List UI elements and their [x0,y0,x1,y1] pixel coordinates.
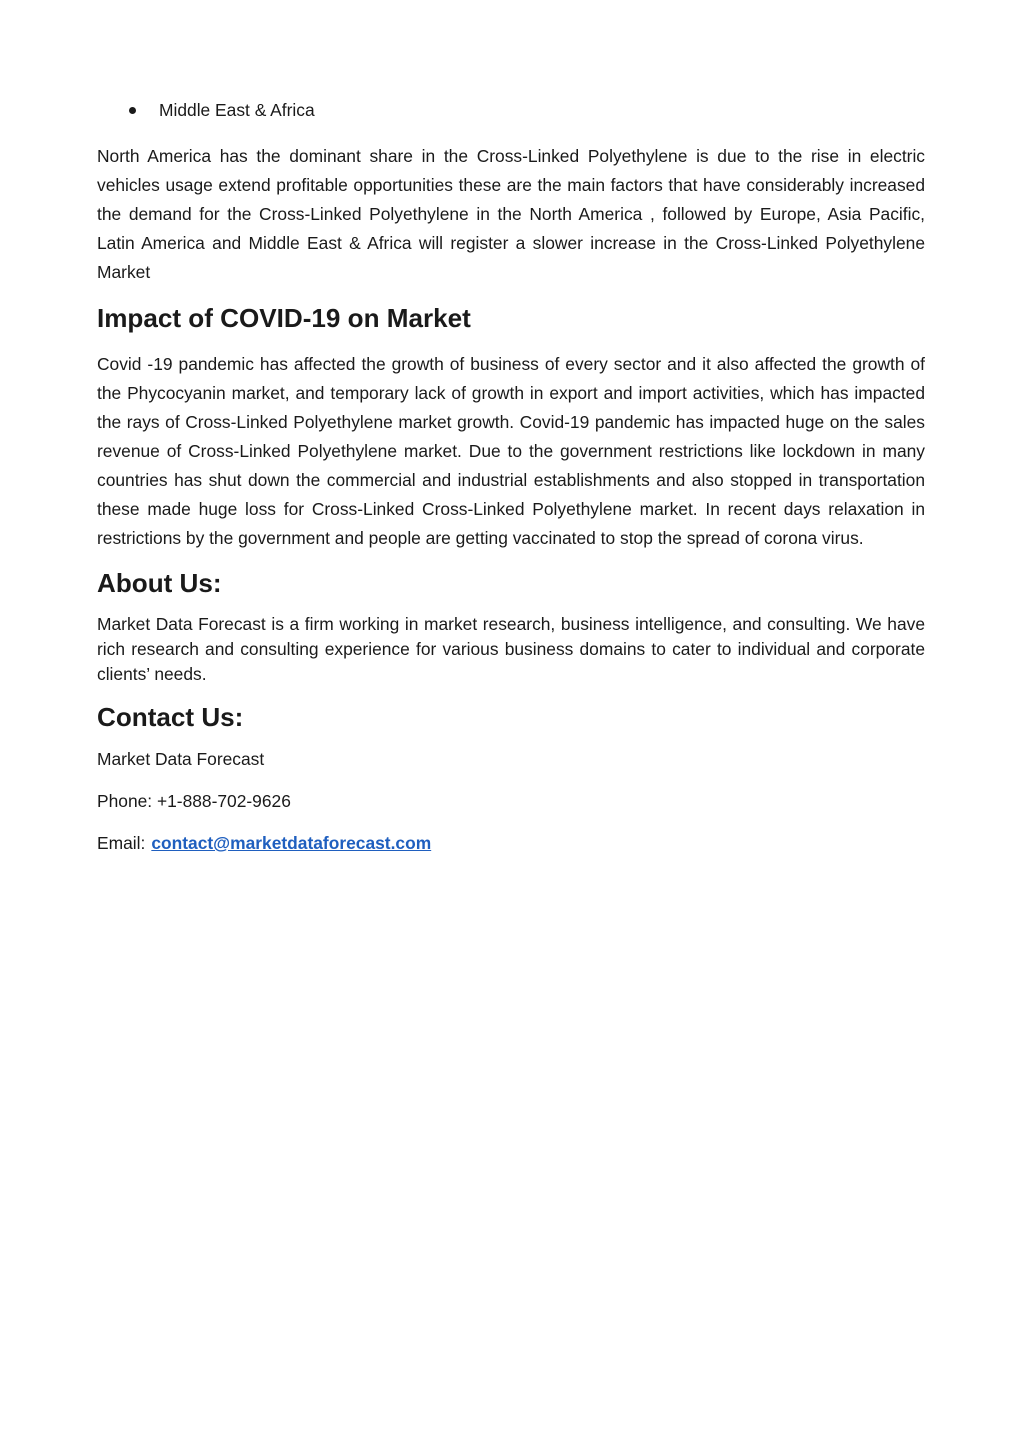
contact-company: Market Data Forecast [97,749,265,769]
bullet-label: Middle East & Africa [159,100,315,120]
regional-analysis-paragraph: North America has the dominant share in the Cross-Linked Polyethylene is due to the rise in electric vehicles usage extend profitable opportunities these are the main factors that have considerably increased the demand for the Cross-Linked Polyethylene in the North America , followed by Europe, Asia Pacific, Latin America and Middle East & Africa will register a slower increase in the Cross-Linked Polyethylene Market [97,146,925,282]
contact-us-heading: Contact Us: [97,702,244,732]
region-bullet-list [97,96,925,125]
contact-email-line [97,829,925,858]
email-link[interactable]: contact@marketdataforecast.com [151,833,432,853]
contact-phone: Phone: +1-888-702-9626 [97,791,291,811]
covid-impact-heading: Impact of COVID-19 on Market [97,303,471,333]
covid-impact-paragraph: Covid -19 pandemic has affected the growth of business of every sector and it also affected the growth of the Phycocyanin market, and temporary lack of growth in export and import activities, which has impacted the rays of Cross-Linked Polyethylene market growth. Covid-19 pandemic has impacted huge on the sales revenue of Cross-Linked Polyethylene market. Due to the government restrictions like lockdown in many countries has shut down the commercial and industrial establishments and also stopped in transportation these made huge loss for Cross-Linked Cross-Linked Polyethylene market. In recent days relaxation in restrictions by the government and people are getting vaccinated to stop the spread of corona virus. [97,354,925,548]
list-item [97,96,925,125]
email-label: Email: [97,833,146,853]
about-us-heading: About Us: [97,568,222,598]
bullet-icon [129,107,136,114]
document-page [97,96,925,858]
about-us-paragraph: Market Data Forecast is a firm working in market research, business intelligence, and consulting. We have rich research and consulting experience for various business domains to cater to individual and corporate clients’ needs. [97,614,925,684]
